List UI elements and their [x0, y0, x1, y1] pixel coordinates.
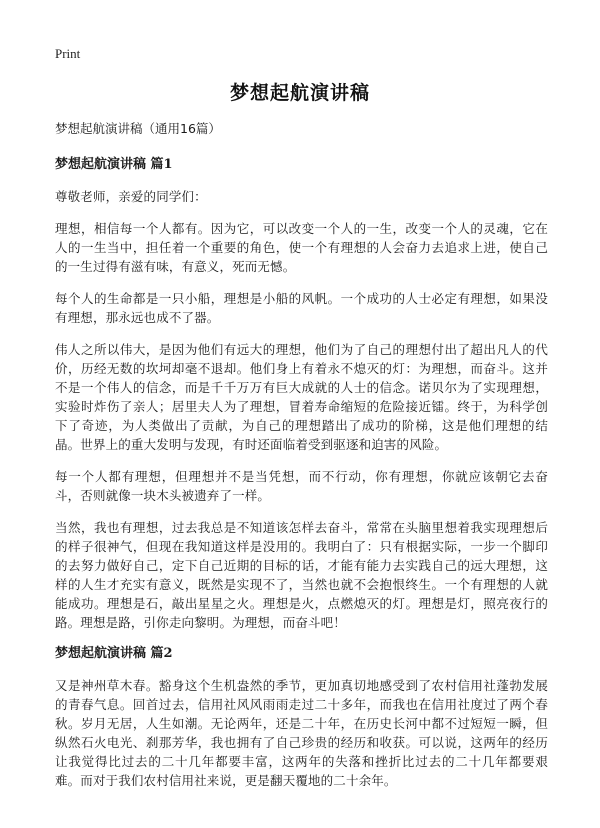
- section-heading: 梦想起航演讲稿 篇2: [55, 646, 173, 661]
- document-subtitle: 梦想起航演讲稿（通用16篇）: [55, 121, 221, 136]
- paragraph: 尊敬老师，亲爱的同学们：: [55, 189, 207, 204]
- section-heading: 梦想起航演讲稿 篇1: [55, 157, 173, 172]
- paragraph: 当然，我也有理想，过去我总是不知道该怎样去奋斗，常常在头脑里想着我实现理想后的样子很神气，但现在我知道这样是没用的。我明白了：只有根据实际，一步一个脚印的去努力做好自己，定下自己近期的目标的话，才能有能力去实践自己的远大理想，这样的人生才充实有意义，既然是实现不了，当然也就不会抱恨终生。一个有理想的人就能成功。理想是石，敲出星星之火。理想是火，点燃熄灭的灯。理想是灯，照亮夜行的路。理想是路，引你走向黎明。为理想，而奋斗吧！: [55, 520, 548, 630]
- section-1: [55, 156, 548, 632]
- paragraph: 理想，相信每一个人都有。因为它，可以改变一个人的一生，改变一个人的灵魂，它在人的一生当中，担任着一个重要的角色，使一个有理想的人会奋力去追求上进，使自己的一生过得有滋有味，有意义，死而无憾。: [55, 221, 548, 274]
- print-link[interactable]: Print: [55, 46, 81, 61]
- page-title: 梦想起航演讲稿: [229, 82, 370, 104]
- paragraph: 每个人的生命都是一只小船，理想是小船的风帆。一个成功的人士必定有理想，如果没有理想，那永远也成不了器。: [55, 291, 548, 325]
- paragraph: 又是神州草木春。豁身这个生机盎然的季节，更加真切地感受到了农村信用社蓬勃发展的青春气息。回首过去，信用社风风雨雨走过二十多年，而我也在信用社度过了两个春秋。岁月无居，人生如潮。无论两年，还是二十年，在历史长河中都不过短短一瞬，但纵然石火电光、刹那芳华，我也拥有了自己珍贵的经历和收获。可以说，这两年的经历让我觉得比过去的二十几年都要丰富，这两年的失落和挫折比过去的二十几年都要艰难。而对于我们农村信用社来说，更是翻天覆地的二十余年。: [55, 678, 548, 788]
- paragraph: 伟人之所以伟大，是因为他们有远大的理想，他们为了自己的理想付出了超出凡人的代价，历经无数的坎坷却毫不退却。他们身上有着永不熄灭的灯：为理想，而奋斗。这并不是一个伟人的信念，而是千千万万有巨大成就的人士的信念。诺贝尔为了实现理想，实验时炸伤了亲人；居里夫人为了理想，冒着寿命缩短的危险接近镭。终于，为科学创下了奇迹，为人类做出了贡献，为自己的理想踏出了成功的阶梯，这是他们理想的结晶。世界上的重大发明与发现，有时还面临着受到驱逐和迫害的风险。: [55, 342, 548, 452]
- paragraph: 每一个人都有理想，但理想并不是当凭想，而不行动，你有理想，你就应该朝它去奋斗，否则就像一块木头被遗弃了一样。: [55, 469, 548, 503]
- section-2: [55, 645, 548, 790]
- document-body: [55, 120, 548, 803]
